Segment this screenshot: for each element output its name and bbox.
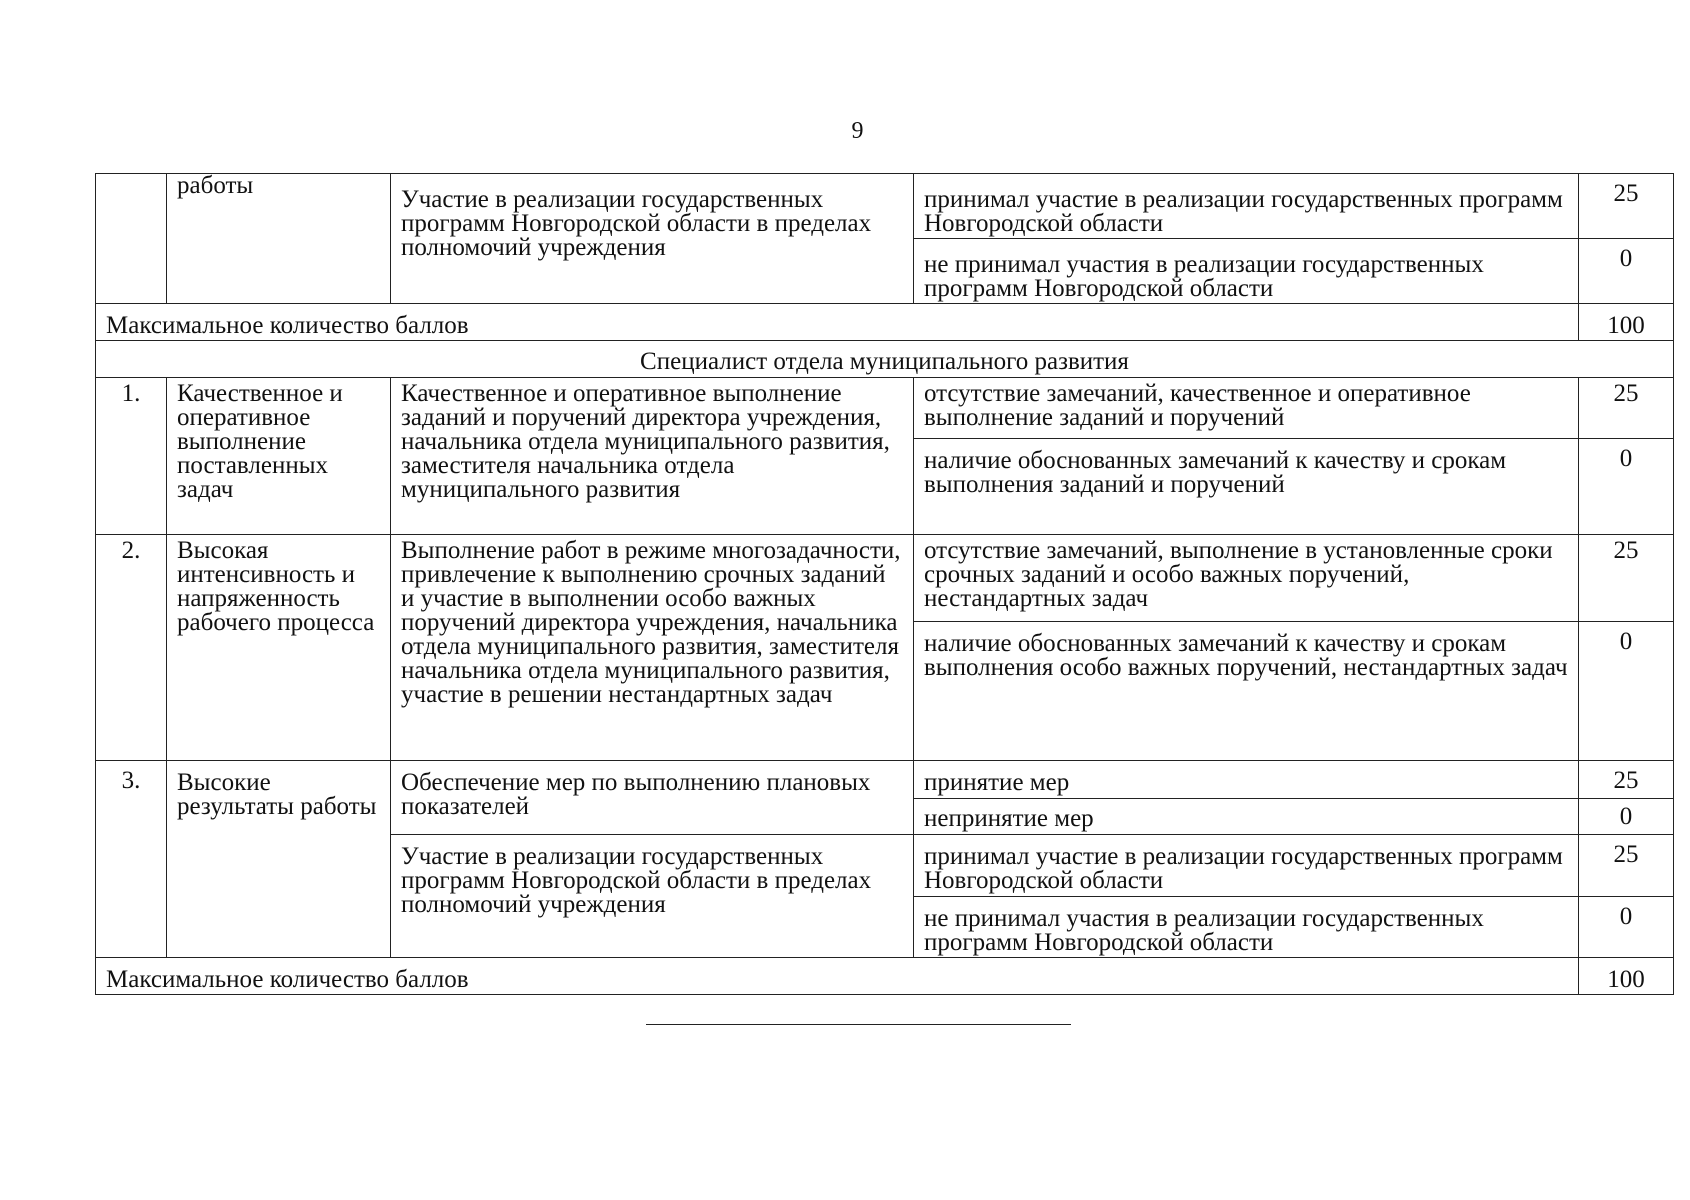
points-cell: 0 [1579,897,1674,958]
page-number: 9 [851,118,864,144]
condition-cell: принимал участие в реализации государственных программ Новгородской области [914,835,1579,897]
max-score-label: Максимальное количество баллов [96,304,1579,341]
points-cell: 0 [1579,622,1674,761]
num-cell [96,174,167,304]
points-cell: 25 [1579,835,1674,897]
condition-cell: не принимал участия в реализации государственных программ Новгородской области [914,897,1579,958]
max-score-row [96,958,1674,995]
max-score-label: Максимальное количество баллов [96,958,1579,995]
table-row [96,535,1674,622]
indicator-cell: Обеспечение мер по выполнению плановых показателей [391,761,914,835]
points-cell: 25 [1579,761,1674,799]
condition-cell: не принимал участия в реализации государственных программ Новгородской области [914,239,1579,304]
table-row [96,378,1674,439]
indicator-cell: Участие в реализации государственных программ Новгородской области в пределах полномочий учреждения [391,174,914,304]
condition-cell: отсутствие замечаний, выполнение в установленные сроки срочных заданий и особо важных поручений, нестандартных задач [914,535,1579,622]
max-score-row [96,304,1674,341]
condition-cell: наличие обоснованных замечаний к качеству и срокам выполнения заданий и поручений [914,439,1579,535]
condition-cell: наличие обоснованных замечаний к качеству и срокам выполнения особо важных поручений, нестандартных задач [914,622,1579,761]
criteria-table [95,173,1674,995]
row-number: 1. [96,378,167,535]
row-number: 3. [96,761,167,958]
criterion-cell: Качественное и оперативное выполнение поставленных задач [167,378,391,535]
condition-cell: принимал участие в реализации государственных программ Новгородской области [914,174,1579,239]
points-cell: 0 [1579,239,1674,304]
criterion-cell: работы [167,174,391,304]
points-cell: 0 [1579,799,1674,835]
section-row [96,341,1674,378]
condition-cell: непринятие мер [914,799,1579,835]
indicator-cell: Выполнение работ в режиме многозадачности, привлечение к выполнению срочных заданий и участие в выполнении особо важных поручений директора учреждения, начальника отдела муниципального развития, заместителя начальника отдела муниципального развития, участие в решении нестандартных задач [391,535,914,761]
points-cell: 25 [1579,174,1674,239]
max-score-value: 100 [1579,958,1674,995]
points-cell: 0 [1579,439,1674,535]
end-rule [646,1024,1071,1025]
criterion-cell: Высокие результаты работы [167,761,391,958]
indicator-cell: Участие в реализации государственных программ Новгородской области в пределах полномочий учреждения [391,835,914,958]
table-row [96,761,1674,799]
indicator-cell: Качественное и оперативное выполнение заданий и поручений директора учреждения, начальника отдела муниципального развития, заместителя начальника отдела муниципального развития [391,378,914,535]
row-number: 2. [96,535,167,761]
condition-cell: отсутствие замечаний, качественное и оперативное выполнение заданий и поручений [914,378,1579,439]
section-title: Специалист отдела муниципального развития [96,341,1674,378]
table-row [96,174,1674,239]
max-score-value: 100 [1579,304,1674,341]
criterion-cell: Высокая интенсивность и напряженность рабочего процесса [167,535,391,761]
points-cell: 25 [1579,378,1674,439]
condition-cell: принятие мер [914,761,1579,799]
points-cell: 25 [1579,535,1674,622]
